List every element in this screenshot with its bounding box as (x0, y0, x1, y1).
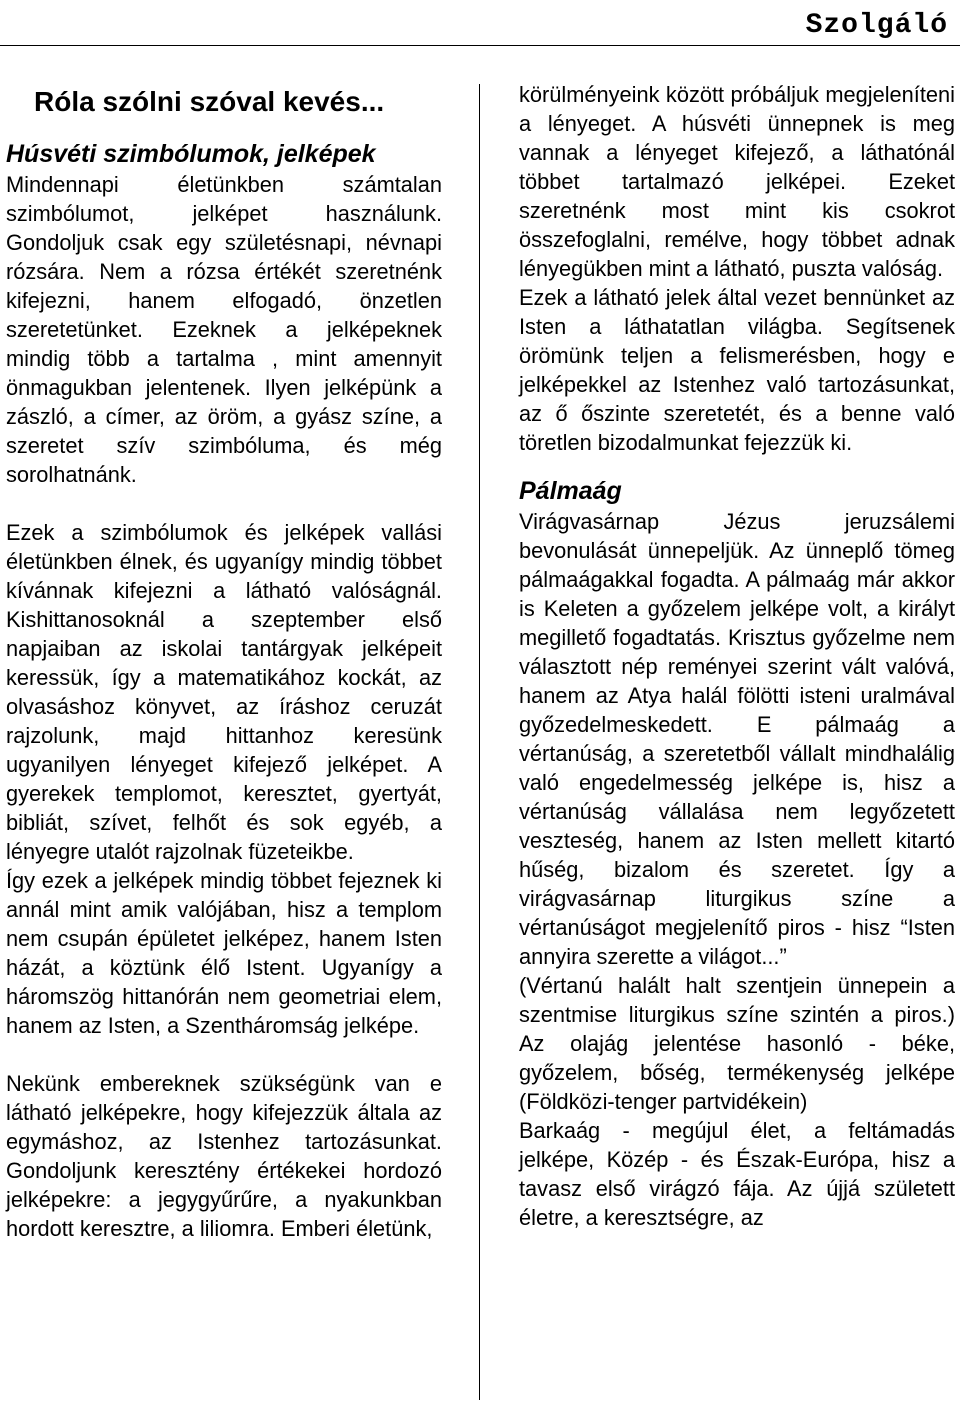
paragraph: Nekünk embereknek szükségünk van e látható jelképekre, hogy kifejezzük általa az egymáshoz, az Istenhez tartozásunkat. Gondoljunk keresztény értékekei hordozó jelképekre: a jegygyűrűre, a nyakunkban hordott keresztre, a liliomra. Emberi életünk, (6, 1071, 442, 1241)
article-heading: Róla szólni szóval kevés... (34, 86, 385, 117)
paragraph: (Vértanú halált halt szentjein ünnepein a szentmise liturgikus színe szintén a piros.) Az olajág jelentése hasonló - béke, győzelem, bőség, termékenység jelképe (Földközi-tenger partvidékein) (519, 973, 955, 1114)
paragraph: Mindennapi életünkben számtalan szimbólumot, jelképet használunk. Gondoljuk csak egy születésnapi, névnapi rózsára. Nem a rózsa értékét szeretnénk kifejezni, hanem elfogadó, önzetlen szeretetünket. Ezeknek a jelképeknek mindig több a tartalma , mint amennyit önmagukban jelentenek. Ilyen jelképünk a zászló, a címer, az öröm, a gyász színe, a szeretet szív szimbóluma, és még sorolhatnánk. (6, 172, 442, 487)
page-header (0, 0, 960, 46)
section-heading-palm: Pálmaág (519, 477, 622, 505)
paragraph: Barkaág - megújul élet, a feltámadás jelképe, Közép - és Észak-Európa, hisz a tavasz első virágzó fája. Az újjá született életre, a keresztségre, az (519, 1118, 955, 1230)
paragraph: körülményeink között próbáljuk megjeleníteni a lényeget. A húsvéti ünnepnek is meg vannak a lényeget kifejező, a láthatónál többet tartalmazó jelképei. Ezeket szeretnénk most mint kis csokrot összefoglalni, remélve, hogy többet adnak lényegükben mint a látható, puszta valóság. (519, 82, 955, 281)
paragraph: Virágvasárnap Jézus jeruzsálemi bevonulását ünnepeljük. Az ünneplő tömeg pálmaágakkal fogadta. A pálmaág már akkor is Keleten a győzelem jelképe volt, a királyt megillető fogadtatás. Krisztus győzelme nem választott nép reményei szerint vált valóvá, hanem az Atya halál fölötti isteni uralmával győzedelmeskedett. E pálmaág a vértanúság, a szeretetből vállalt mindhalálig való engedelmesség jelképe is, hisz a vértanúság vállalása nem legyőzetett veszteség, hanem az Isten mellett kitartó hűség, bizalom és szeretet. Így a virágvasárnap liturgikus színe a vértanúságot megjelenítő piros - hisz “Isten annyira szerette a világot...” (519, 509, 955, 969)
column-divider (479, 84, 480, 1400)
left-column (6, 80, 442, 1243)
header-rule (0, 45, 960, 46)
right-column (519, 80, 955, 1232)
newsletter-title: Szolgáló (805, 10, 948, 41)
section-heading-symbols: Húsvéti szimbólumok, jelképek (6, 140, 376, 168)
paragraph: Így ezek a jelképek mindig többet fejeznek ki annál mint amik valójában, hisz a templom nem csupán épületet jelképez, hanem Isten házát, a köztünk élő Istent. Ugyanígy a háromszög hittanórán nem geometriai elem, hanem az Isten, a Szentháromság jelképe. (6, 868, 442, 1038)
paragraph: Ezek a szimbólumok és jelképek vallási életünkben élnek, és ugyanígy mindig többet kívánnak kifejezni a látható valóságnál. Kishittanosoknál a szeptember első napjaiban az iskolai tantárgyak jelképeit keressük, így a matematikához kockát, az olvasáshoz könyvet, az íráshoz ceruzát rajzolunk, majd hittanhoz keresünk ugyanilyen lényeget kifejező jelképet. A gyerekek templomot, keresztet, gyertyát, bibliát, szívet, felhőt és sok egyéb, a lényegre utalót rajzolnak füzeteikbe. (6, 520, 442, 864)
paragraph: Ezek a látható jelek által vezet bennünket az Isten a láthatatlan világba. Segítsenek örömünk teljen a felismerésben, hogy e jelképekkel az Istenhez való tartozásunkat, az ő őszinte szeretetét, és a benne való töretlen bizodalmunkat fejezzük ki. (519, 285, 955, 455)
